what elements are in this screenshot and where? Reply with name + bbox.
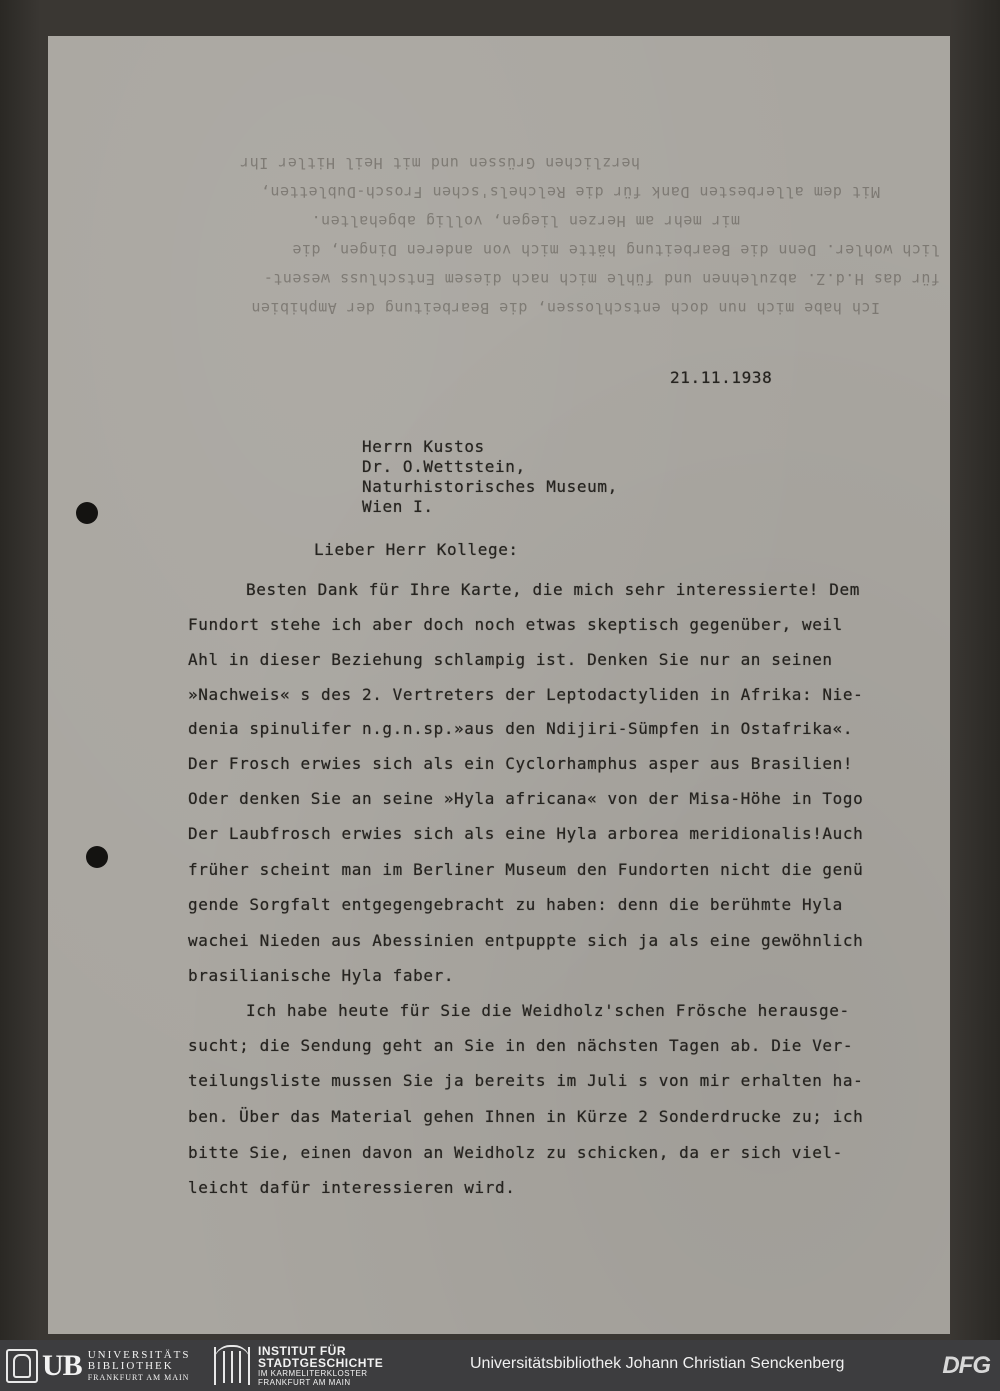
punch-hole-bottom — [86, 846, 108, 868]
isg-line-4: FRANKFURT AM MAIN — [258, 1378, 351, 1387]
body-line: »Nachweis« s des 2. Vertreters der Leptodactyliden in Afrika: Nie- — [188, 685, 864, 704]
letter-date: 21.11.1938 — [670, 368, 773, 387]
isg-line-3: IM KARMELITERKLOSTER — [258, 1369, 368, 1378]
body-line: Ahl in dieser Beziehung schlampig ist. Denken Sie nur an seinen — [188, 650, 833, 669]
body-line: brasilianische Hyla faber. — [188, 966, 455, 985]
ub-frankfurt-logo[interactable] — [6, 1348, 206, 1384]
bleed-line: lich wohler. Denn die Bearbeitung hätte mich von anderen Dingen, die — [291, 241, 940, 259]
isg-line-2: STADTGESCHICHTE — [258, 1356, 384, 1370]
bleed-line: für das H.d.Z. abzulehnen und fühle mich nach diesem Entschluss wesent- — [263, 270, 940, 288]
bleed-line: Mit dem allerbesten Dank für die Relchels'schen Frosch-Dubletten, — [260, 183, 880, 201]
body-line: Der Laubfrosch erwies sich als eine Hyla arborea meridionalis!Auch — [188, 824, 864, 843]
body-line: gende Sorgfalt entgegengebracht zu haben: denn die berühmte Hyla — [188, 895, 843, 914]
isg-frankfurt-logo[interactable] — [214, 1346, 383, 1386]
ub-line-1: UNIVERSITÄTS — [87, 1348, 191, 1361]
body-line: Besten Dank für Ihre Karte, die mich sehr interessierte! Dem — [246, 580, 860, 599]
dfg-logo[interactable]: DFG — [942, 1352, 990, 1379]
salutation: Lieber Herr Kollege: — [314, 540, 519, 559]
body-line: Ich habe heute für Sie die Weidholz'schen Frösche herausge- — [246, 1001, 850, 1020]
isg-line-1: INSTITUT FÜR — [258, 1344, 346, 1358]
address-line: Herrn Kustos — [362, 437, 485, 456]
body-line: leicht dafür interessieren wird. — [188, 1178, 516, 1197]
ub-line-3: FRANKFURT AM MAIN — [87, 1372, 190, 1382]
body-line: teilungsliste mussen Sie ja bereits im Juli s von mir erhalten ha- — [188, 1071, 864, 1090]
ub-mark: UB — [42, 1349, 82, 1382]
body-line: früher scheint man im Berliner Museum den Fundorten nicht die genü — [188, 860, 864, 879]
punch-hole-top — [76, 502, 98, 524]
ub-emblem-icon — [6, 1349, 38, 1383]
ub-line-2: BIBLIOTHEK — [87, 1359, 174, 1372]
bleed-line: herzlichen Grüssen und mit Heil Hitler Ihr — [239, 154, 640, 172]
bleed-line: Ich habe mich nun doch entschlossen, die Bearbeitung der Amphibien — [250, 299, 880, 317]
body-line: ben. Über das Material gehen Ihnen in Kürze 2 Sonderdrucke zu; ich — [188, 1107, 864, 1126]
address-line: Dr. O.Wettstein, — [362, 457, 526, 476]
viewer-footer — [0, 1340, 1000, 1391]
address-line: Naturhistorisches Museum, — [362, 477, 618, 496]
body-line: sucht; die Sendung geht an Sie in den nächsten Tagen ab. Die Ver- — [188, 1036, 854, 1055]
body-line: wachei Nieden aus Abessinien entpuppte sich ja als eine gewöhnlich — [188, 931, 864, 950]
address-line: Wien I. — [362, 497, 434, 516]
body-line: Fundort stehe ich aber doch noch etwas skeptisch gegenüber, weil — [188, 615, 843, 634]
isg-building-icon — [214, 1347, 250, 1385]
bleed-through-text — [60, 148, 940, 322]
body-line: bitte Sie, einen davon an Weidholz zu schicken, da er sich viel- — [188, 1143, 843, 1162]
body-line: Der Frosch erwies sich als ein Cyclorhamphus asper aus Brasilien! — [188, 754, 854, 773]
body-line: Oder denken Sie an seine »Hyla africana« von der Misa-Höhe in Togo — [188, 789, 864, 808]
bleed-line: mir mehr am Herzen liegen, vollig abgehalten. — [311, 212, 740, 230]
body-line: denia spinulifer n.g.n.sp.»aus den Ndijiri-Sümpfen in Ostafrika«. — [188, 719, 854, 738]
library-name-link[interactable]: Universitätsbibliothek Johann Christian Senckenberg — [470, 1355, 845, 1372]
